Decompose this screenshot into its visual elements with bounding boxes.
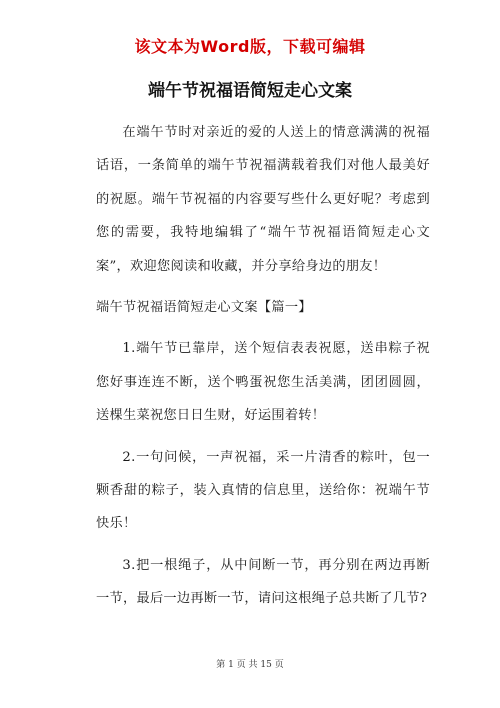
- list-item: 1.端午节已靠岸，送个短信表表祝愿，送串粽子祝您好事连连不断，送个鸭蛋祝您生活美满，团团圆圆，送棵生菜祝您日日生财，好运围着转！: [96, 341, 430, 424]
- document-body: [96, 116, 430, 624]
- intro-paragraph: 在端午节时对亲近的爱的人送上的情意满满的祝福话语，一条简单的端午节祝福满载着我们对他人最美好的祝愿。端午节祝福的内容要写些什么更好呢？考虑到您的需要，我特地编辑了“端午节祝福语简短走心文案”，欢迎您阅读和收藏，并分享给身边的朋友！: [96, 125, 430, 274]
- section-heading: 端午节祝福语简短走心文案【篇一】: [96, 300, 312, 316]
- page-number-footer: 第 1 页 共 15 页: [216, 660, 284, 670]
- list-item: 3.把一根绳子，从中间断一节，再分别在两边再断一节，最后一边再断一节，请问这根绳子总共断了几节?: [96, 557, 430, 607]
- page-title: 端午节祝福语简短走心文案: [148, 81, 352, 101]
- editable-banner: 该文本为Word版，下载可编辑: [134, 37, 366, 56]
- list-item: 2.一句问候，一声祝福，采一片清香的粽叶，包一颗香甜的粽子，装入真情的信息里，送给你：祝端午节快乐！: [96, 449, 430, 532]
